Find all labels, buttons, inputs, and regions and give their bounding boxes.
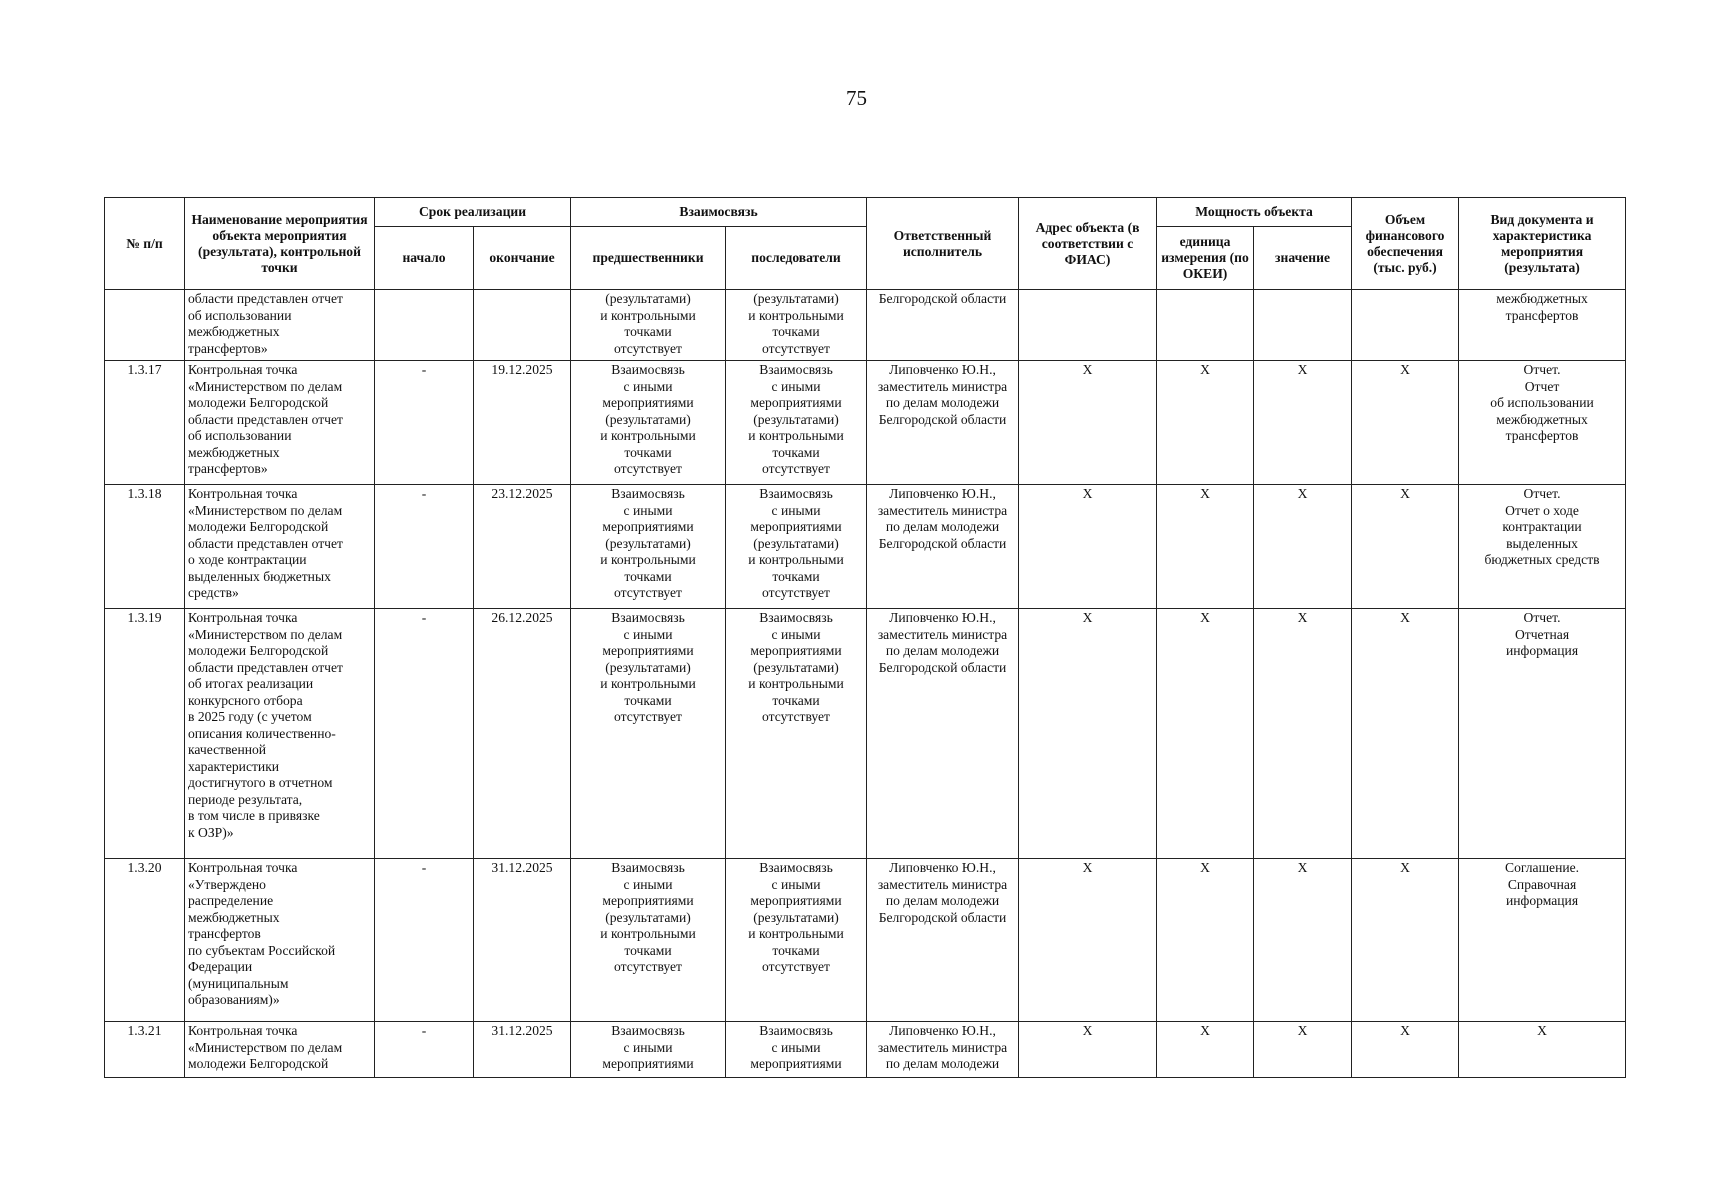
row-end: 19.12.2025: [474, 361, 571, 485]
row-responsible: Липовченко Ю.Н., заместитель министра по делам молодежи: [867, 1022, 1019, 1078]
row-end: 23.12.2025: [474, 485, 571, 609]
header-start: начало: [375, 227, 474, 290]
table-row: [105, 290, 1626, 361]
row-address: [1019, 290, 1157, 361]
row-num: 1.3.19: [105, 609, 185, 859]
row-end: 31.12.2025: [474, 1022, 571, 1078]
header-power: Мощность объекта: [1157, 198, 1352, 227]
row-value: X: [1254, 361, 1352, 485]
row-end: 31.12.2025: [474, 859, 571, 1022]
row-address: X: [1019, 1022, 1157, 1078]
row-document: Отчет. Отчет об использовании межбюджетных трансфертов: [1459, 361, 1626, 485]
row-document: X: [1459, 1022, 1626, 1078]
row-name: Контрольная точка «Министерством по делам молодежи Белгородской: [185, 1022, 375, 1078]
header-link: Взаимосвязь: [571, 198, 867, 227]
row-num: 1.3.21: [105, 1022, 185, 1078]
header-successors: последователи: [726, 227, 867, 290]
table-row: [105, 361, 1626, 485]
row-num: 1.3.17: [105, 361, 185, 485]
row-document: Отчет. Отчет о ходе контрактации выделенных бюджетных средств: [1459, 485, 1626, 609]
header-financing: Объем финансового обеспечения (тыс. руб.): [1352, 198, 1459, 290]
row-address: X: [1019, 485, 1157, 609]
header-name: Наименование мероприятия объекта мероприятия (результата), контрольной точки: [185, 198, 375, 290]
row-end: [474, 290, 571, 361]
table-row: [105, 1022, 1626, 1078]
row-address: X: [1019, 609, 1157, 859]
table-row: [105, 609, 1626, 859]
header-value: значение: [1254, 227, 1352, 290]
row-successors: Взаимосвязь с иными мероприятиями (результатами) и контрольными точками отсутствует: [726, 361, 867, 485]
row-financing: X: [1352, 859, 1459, 1022]
header-unit: единица измерения (по ОКЕИ): [1157, 227, 1254, 290]
row-value: X: [1254, 1022, 1352, 1078]
row-responsible: Липовченко Ю.Н., заместитель министра по делам молодежи Белгородской области: [867, 859, 1019, 1022]
row-address: X: [1019, 859, 1157, 1022]
row-name: Контрольная точка «Утверждено распределение межбюджетных трансфертов по субъектам Российской Федерации (муниципальным образованиям)»: [185, 859, 375, 1022]
header-predecessors: предшественники: [571, 227, 726, 290]
row-unit: X: [1157, 361, 1254, 485]
header-address: Адрес объекта (в соответствии с ФИАС): [1019, 198, 1157, 290]
row-predecessors: Взаимосвязь с иными мероприятиями (результатами) и контрольными точками отсутствует: [571, 859, 726, 1022]
row-predecessors: Взаимосвязь с иными мероприятиями (результатами) и контрольными точками отсутствует: [571, 609, 726, 859]
row-name: Контрольная точка «Министерством по делам молодежи Белгородской области представлен отчет об использовании межбюджетных трансфертов»: [185, 361, 375, 485]
row-financing: X: [1352, 485, 1459, 609]
row-responsible: Липовченко Ю.Н., заместитель министра по делам молодежи Белгородской области: [867, 361, 1019, 485]
row-name: Контрольная точка «Министерством по делам молодежи Белгородской области представлен отчет об итогах реализации конкурсного отбора в 2025 году (с учетом описания количественно- качественной характеристики достигнутого в отчетном периоде результата, в том числе в привязке к ОЗР)»: [185, 609, 375, 859]
row-successors: Взаимосвязь с иными мероприятиями: [726, 1022, 867, 1078]
row-start: -: [375, 361, 474, 485]
table-row: [105, 859, 1626, 1022]
header-term: Срок реализации: [375, 198, 571, 227]
row-unit: X: [1157, 485, 1254, 609]
row-successors: Взаимосвязь с иными мероприятиями (результатами) и контрольными точками отсутствует: [726, 859, 867, 1022]
row-start: [375, 290, 474, 361]
row-successors: Взаимосвязь с иными мероприятиями (результатами) и контрольными точками отсутствует: [726, 485, 867, 609]
table-row: [105, 485, 1626, 609]
row-financing: X: [1352, 361, 1459, 485]
row-unit: X: [1157, 859, 1254, 1022]
row-predecessors: Взаимосвязь с иными мероприятиями (результатами) и контрольными точками отсутствует: [571, 485, 726, 609]
row-document: Отчет. Отчетная информация: [1459, 609, 1626, 859]
row-unit: X: [1157, 1022, 1254, 1078]
row-predecessors: Взаимосвязь с иными мероприятиями (результатами) и контрольными точками отсутствует: [571, 361, 726, 485]
row-num: [105, 290, 185, 361]
row-financing: X: [1352, 1022, 1459, 1078]
row-start: -: [375, 859, 474, 1022]
row-unit: [1157, 290, 1254, 361]
row-num: 1.3.20: [105, 859, 185, 1022]
row-num: 1.3.18: [105, 485, 185, 609]
row-document: межбюджетных трансфертов: [1459, 290, 1626, 361]
row-successors: (результатами) и контрольными точками отсутствует: [726, 290, 867, 361]
table-header: [105, 198, 1626, 290]
header-responsible: Ответственный исполнитель: [867, 198, 1019, 290]
row-responsible: Белгородской области: [867, 290, 1019, 361]
row-start: -: [375, 609, 474, 859]
header-document: Вид документа и характеристика мероприятия (результата): [1459, 198, 1626, 290]
row-start: -: [375, 1022, 474, 1078]
row-name: области представлен отчет об использовании межбюджетных трансфертов»: [185, 290, 375, 361]
row-predecessors: (результатами) и контрольными точками отсутствует: [571, 290, 726, 361]
row-address: X: [1019, 361, 1157, 485]
control-points-table: [104, 197, 1626, 1078]
row-financing: X: [1352, 609, 1459, 859]
header-num: № п/п: [105, 198, 185, 290]
row-value: X: [1254, 609, 1352, 859]
row-financing: [1352, 290, 1459, 361]
row-value: [1254, 290, 1352, 361]
row-responsible: Липовченко Ю.Н., заместитель министра по делам молодежи Белгородской области: [867, 609, 1019, 859]
row-document: Соглашение. Справочная информация: [1459, 859, 1626, 1022]
row-name: Контрольная точка «Министерством по делам молодежи Белгородской области представлен отчет о ходе контрактации выделенных бюджетных средств»: [185, 485, 375, 609]
row-successors: Взаимосвязь с иными мероприятиями (результатами) и контрольными точками отсутствует: [726, 609, 867, 859]
row-end: 26.12.2025: [474, 609, 571, 859]
row-value: X: [1254, 485, 1352, 609]
row-unit: X: [1157, 609, 1254, 859]
row-start: -: [375, 485, 474, 609]
row-value: X: [1254, 859, 1352, 1022]
page-number: 75: [846, 86, 867, 110]
row-responsible: Липовченко Ю.Н., заместитель министра по делам молодежи Белгородской области: [867, 485, 1019, 609]
header-end: окончание: [474, 227, 571, 290]
row-predecessors: Взаимосвязь с иными мероприятиями: [571, 1022, 726, 1078]
